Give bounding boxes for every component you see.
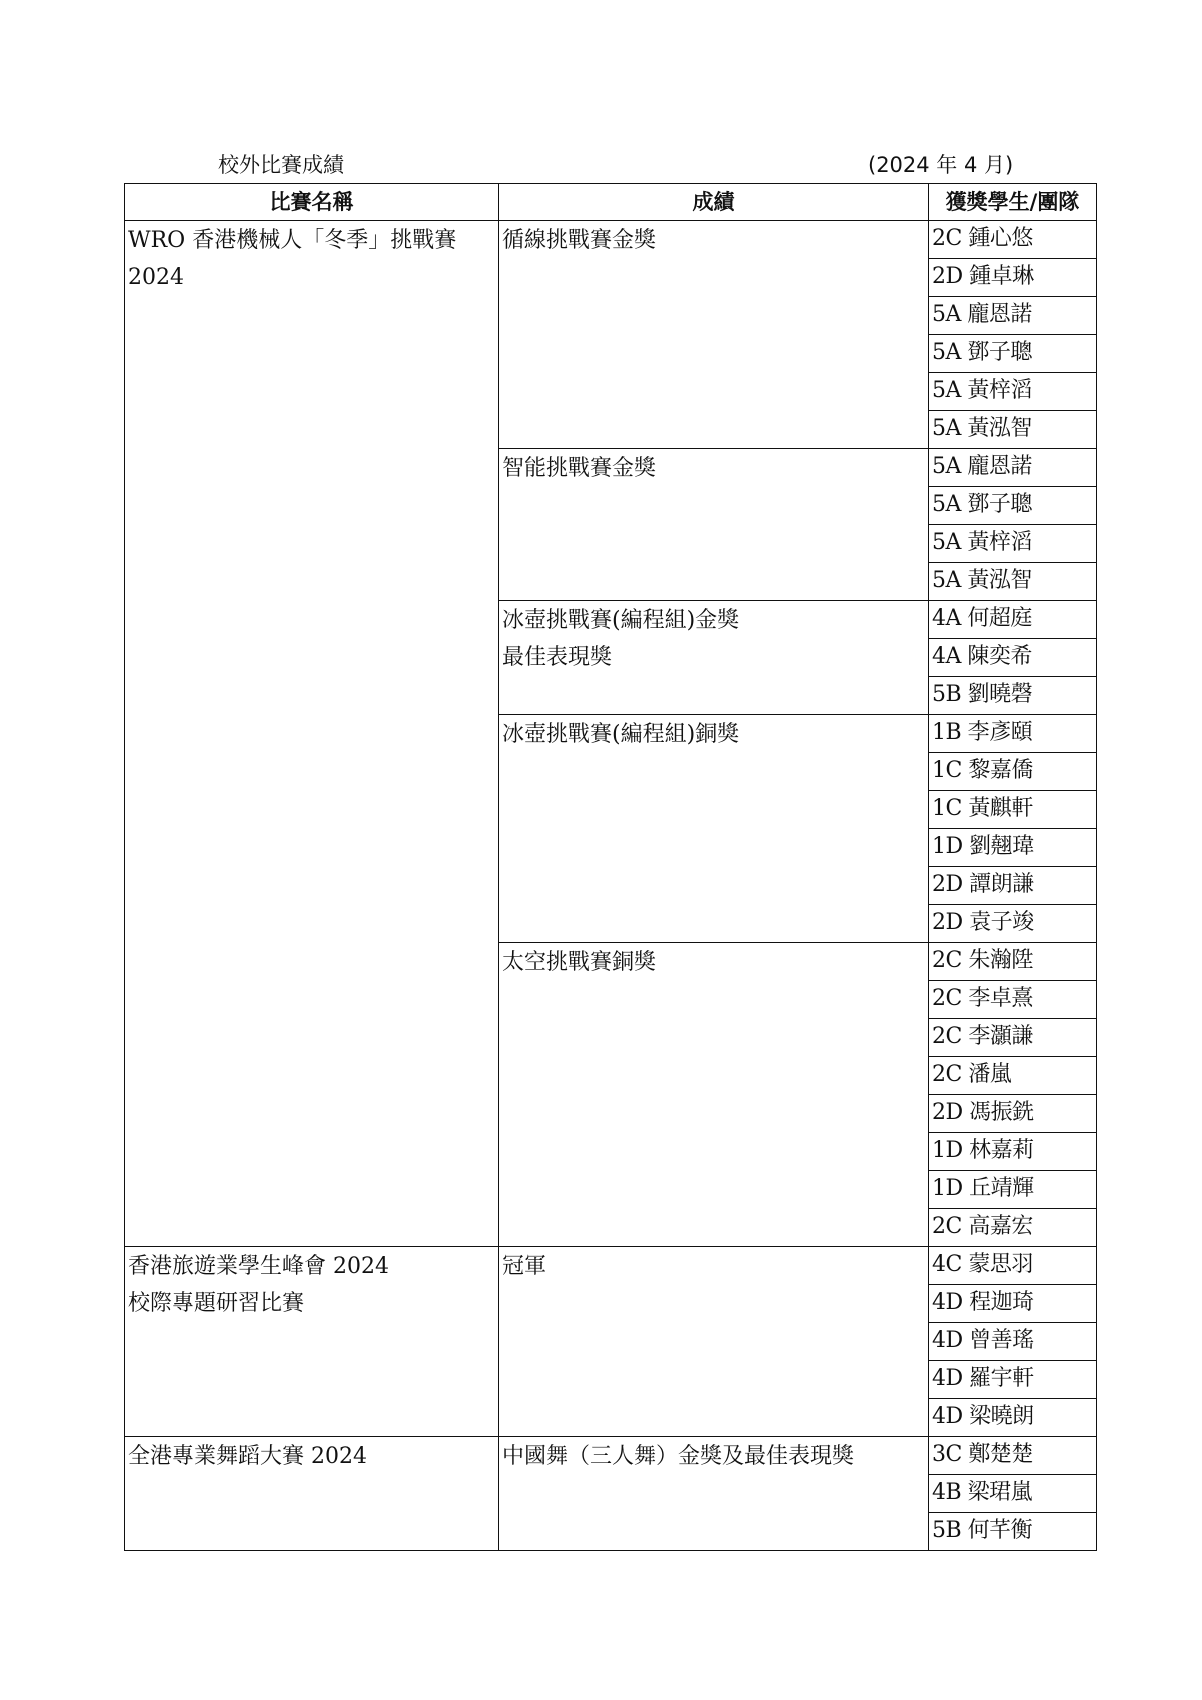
student-cell: 5A 鄧子聰: [929, 487, 1097, 525]
student-cell: 1C 黃麒軒: [929, 791, 1097, 829]
table-row: [125, 221, 1097, 259]
competition-name-cell: WRO 香港機械人「冬季」挑戰賽 2024: [125, 221, 499, 1247]
student-cell: 5A 龐恩諾: [929, 297, 1097, 335]
award-result-cell: 智能挑戰賽金獎: [499, 449, 929, 601]
student-cell: 2D 譚朗謙: [929, 867, 1097, 905]
student-cell: 4D 曾善瑤: [929, 1323, 1097, 1361]
student-cell: 4D 羅宇軒: [929, 1361, 1097, 1399]
student-cell: 5A 黃泓智: [929, 563, 1097, 601]
award-result-cell: 中國舞（三人舞）金獎及最佳表現獎: [499, 1437, 929, 1551]
student-cell: 5A 黃梓滔: [929, 373, 1097, 411]
student-cell: 2C 李卓熹: [929, 981, 1097, 1019]
table-row: [125, 1247, 1097, 1285]
student-cell: 5A 龐恩諾: [929, 449, 1097, 487]
student-cell: 1B 李彥頤: [929, 715, 1097, 753]
student-cell: 1C 黎嘉僑: [929, 753, 1097, 791]
student-cell: 5A 黃泓智: [929, 411, 1097, 449]
award-result-cell: 太空挑戰賽銅獎: [499, 943, 929, 1247]
header-row: [125, 184, 1097, 221]
page-heading-date: (2024 年 4 月): [868, 153, 1014, 177]
student-cell: 4A 何超庭: [929, 601, 1097, 639]
competition-name-cell: 全港專業舞蹈大賽 2024: [125, 1437, 499, 1551]
header-result: 成績: [499, 184, 929, 221]
student-cell: 5A 黃梓滔: [929, 525, 1097, 563]
student-cell: 2D 袁子竣: [929, 905, 1097, 943]
table-body: [125, 221, 1097, 1551]
student-cell: 2C 朱瀚陞: [929, 943, 1097, 981]
student-cell: 2C 潘嵐: [929, 1057, 1097, 1095]
award-result-cell: 冰壺挑戰賽(編程組)銅獎: [499, 715, 929, 943]
student-cell: 1D 林嘉莉: [929, 1133, 1097, 1171]
table-header: [125, 184, 1097, 221]
student-cell: 5A 鄧子聰: [929, 335, 1097, 373]
student-cell: 4B 梁珺嵐: [929, 1475, 1097, 1513]
student-cell: 1D 劉翹瑋: [929, 829, 1097, 867]
table-row: [125, 1437, 1097, 1475]
student-cell: 4A 陳奕希: [929, 639, 1097, 677]
header-students: 獲獎學生/團隊: [929, 184, 1097, 221]
header-competition-name: 比賽名稱: [125, 184, 499, 221]
award-result-cell: 冠軍: [499, 1247, 929, 1437]
student-cell: 2C 高嘉宏: [929, 1209, 1097, 1247]
page-heading-title: 校外比賽成績: [218, 153, 344, 177]
student-cell: 2C 李灝謙: [929, 1019, 1097, 1057]
student-cell: 2C 鍾心悠: [929, 221, 1097, 259]
student-cell: 4D 梁曉朗: [929, 1399, 1097, 1437]
student-cell: 1D 丘靖輝: [929, 1171, 1097, 1209]
award-result-cell: 冰壺挑戰賽(編程組)金獎 最佳表現獎: [499, 601, 929, 715]
competition-name-cell: 香港旅遊業學生峰會 2024 校際專題研習比賽: [125, 1247, 499, 1437]
award-result-cell: 循線挑戰賽金獎: [499, 221, 929, 449]
student-cell: 3C 鄭楚楚: [929, 1437, 1097, 1475]
student-cell: 4D 程迦琦: [929, 1285, 1097, 1323]
results-table: [124, 183, 1097, 1551]
student-cell: 5B 何芊衡: [929, 1513, 1097, 1551]
student-cell: 4C 蒙思羽: [929, 1247, 1097, 1285]
student-cell: 5B 劉曉磬: [929, 677, 1097, 715]
student-cell: 2D 馮振銑: [929, 1095, 1097, 1133]
student-cell: 2D 鍾卓琳: [929, 259, 1097, 297]
